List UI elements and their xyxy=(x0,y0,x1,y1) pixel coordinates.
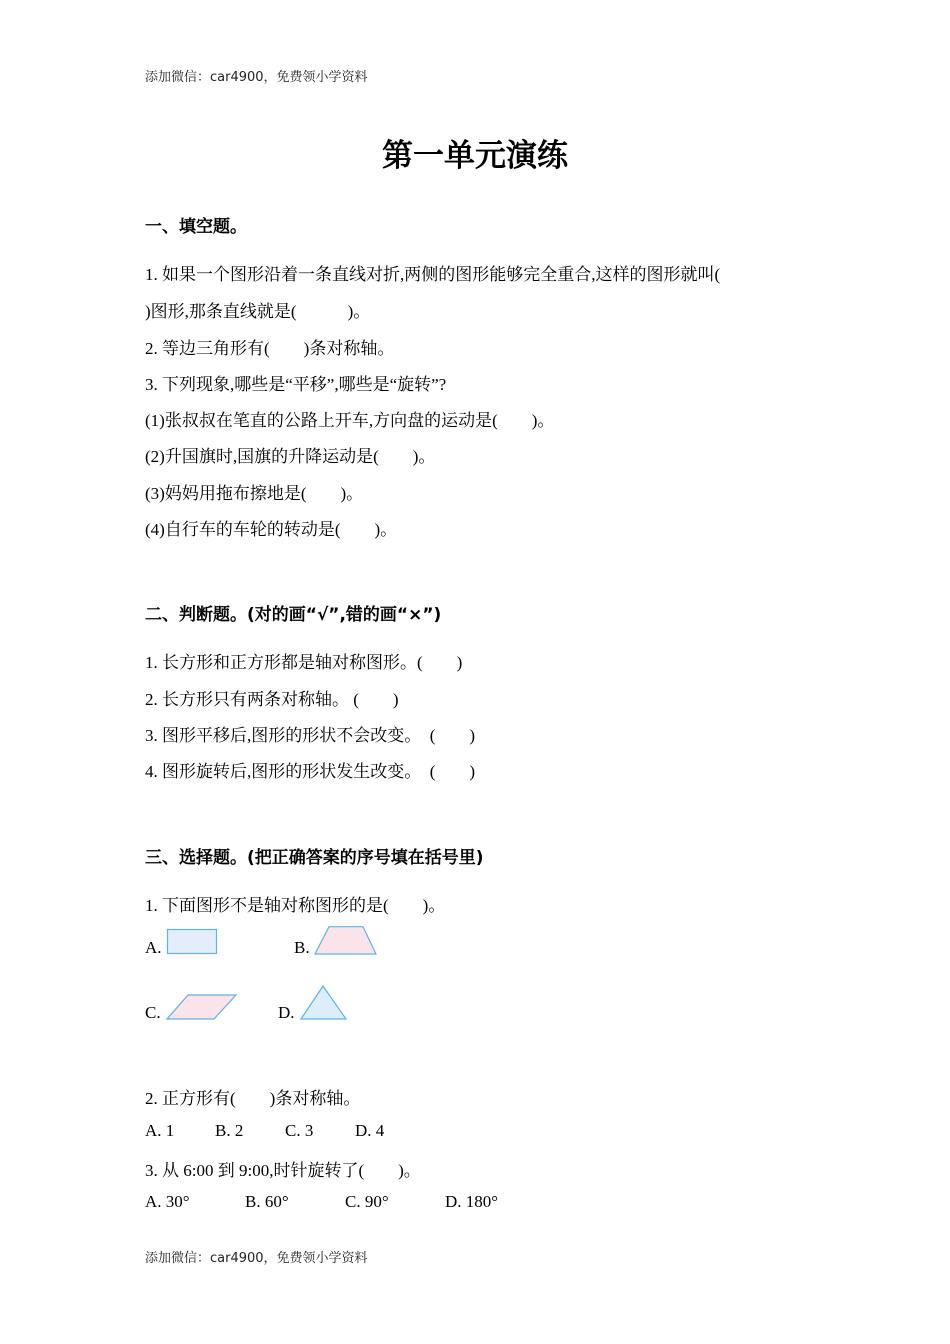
question-line: 2. 等边三角形有( )条对称轴。 xyxy=(145,339,395,358)
option-label: B. xyxy=(294,938,310,957)
option-text: D. 180° xyxy=(445,1192,499,1211)
option-text: A. 1 xyxy=(145,1121,175,1140)
parallelogram-icon xyxy=(166,994,238,1022)
footer-note: 添加微信：car4900，免费领小学资料 xyxy=(145,1251,368,1266)
option-label: A. xyxy=(145,938,162,957)
question-line: 3. 从 6:00 到 9:00,时针旋转了( )。 xyxy=(145,1161,421,1180)
question-line: 2. 长方形只有两条对称轴。 ( ) xyxy=(145,690,399,709)
trapezoid-icon xyxy=(314,926,378,956)
question-line: 3. 下列现象,哪些是“平移”,哪些是“旋转”? xyxy=(145,375,447,394)
question-line: 3. 图形平移后,图形的形状不会改变。 ( ) xyxy=(145,726,476,745)
option-text: C. 3 xyxy=(285,1121,314,1140)
question-line: (3)妈妈用拖布擦地是( )。 xyxy=(145,484,364,503)
question-line: (2)升国旗时,国旗的升降运动是( )。 xyxy=(145,447,436,466)
option-label: C. xyxy=(145,1003,161,1022)
option-text: D. 4 xyxy=(355,1121,385,1140)
question-line: (4)自行车的车轮的转动是( )。 xyxy=(145,520,398,539)
section-heading-true-false: 二、判断题。(对的画“√”,错的画“×”) xyxy=(145,605,442,625)
question-line: (1)张叔叔在笔直的公路上开车,方向盘的运动是( )。 xyxy=(145,411,555,430)
header-note: 添加微信：car4900，免费领小学资料 xyxy=(145,70,368,85)
section-heading-fill-blank: 一、填空题。 xyxy=(145,217,247,237)
option-text: C. 90° xyxy=(345,1192,389,1211)
option-text: A. 30° xyxy=(145,1192,190,1211)
page-title: 第一单元演练 xyxy=(382,138,568,174)
question-line: 1. 如果一个图形沿着一条直线对折,两侧的图形能够完全重合,这样的图形就叫( xyxy=(145,265,721,284)
question-line: )图形,那条直线就是( )。 xyxy=(145,302,371,321)
option-text: B. 60° xyxy=(245,1192,289,1211)
question-line: 2. 正方形有( )条对称轴。 xyxy=(145,1089,361,1108)
rectangle-icon xyxy=(167,929,219,955)
question-line: 4. 图形旋转后,图形的形状发生改变。 ( ) xyxy=(145,762,476,781)
question-line: 1. 下面图形不是轴对称图形的是( )。 xyxy=(145,896,446,915)
option-label: D. xyxy=(278,1003,295,1022)
section-heading-multiple-choice: 三、选择题。(把正确答案的序号填在括号里) xyxy=(145,848,484,868)
question-line: 1. 长方形和正方形都是轴对称图形。( ) xyxy=(145,653,463,672)
triangle-icon xyxy=(300,985,348,1021)
option-text: B. 2 xyxy=(215,1121,244,1140)
